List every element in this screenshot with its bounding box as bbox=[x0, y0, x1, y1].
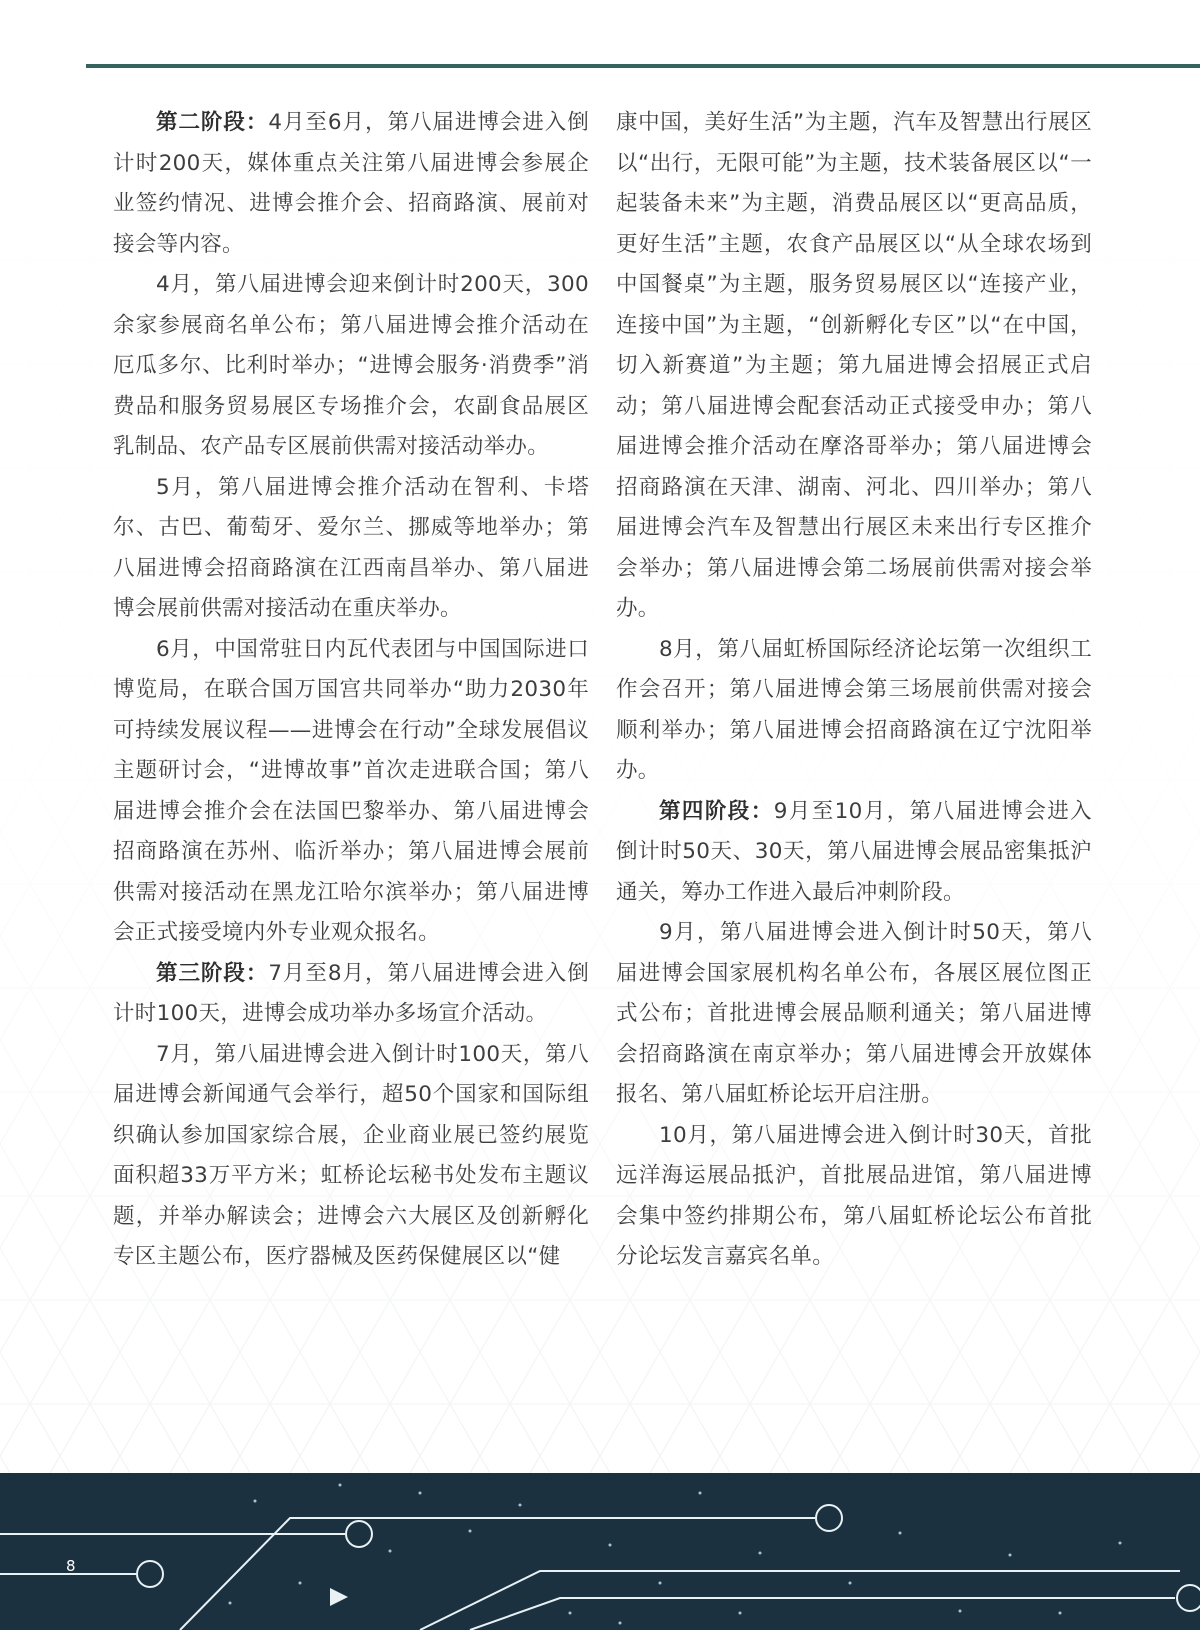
stage-three-label: 第三阶段： bbox=[156, 960, 269, 986]
footer-band bbox=[0, 1473, 1200, 1630]
stage-three-text: 7月至8月，第八届进博会进入倒计时100天，进博会成功举办多场宣介活动。 bbox=[113, 960, 589, 1026]
paragraph-august: 8月，第八届虹桥国际经济论坛第一次组织工作会召开；第八届进博会第三场展前供需对接会顺利举办；第八届进博会招商路演在辽宁沈阳举办。 bbox=[616, 636, 1092, 783]
paragraph-stage-three bbox=[113, 954, 589, 1035]
top-divider-line bbox=[86, 64, 1200, 68]
left-text-column bbox=[113, 103, 589, 1278]
page-number: 8 bbox=[66, 1557, 76, 1575]
stage-two-text: 4月至6月，第八届进博会进入倒计时200天，媒体重点关注第八届进博会参展企业签约情况、进博会推介会、招商路演、展前对接会等内容。 bbox=[113, 110, 589, 257]
paragraph-september: 9月，第八届进博会进入倒计时50天，第八届进博会国家展机构名单公布，各展区展位图正式公布；首批进博会展品顺利通关；第八届进博会招商路演在南京举办；第八届进博会开放媒体报名、第八届虹桥论坛开启注册。 bbox=[616, 920, 1092, 1107]
paragraph-july: 7月，第八届进博会进入倒计时100天，第八届进博会新闻通气会举行，超50个国家和国际组织确认参加国家综合展，企业商业展已签约展览面积超33万平方米；虹桥论坛秘书处发布主题议题，并举办解读会；进博会六大展区及创新孵化专区主题公布，医疗器械及医药保健展区以“健 bbox=[113, 1041, 589, 1269]
paragraph-june: 6月，中国常驻日内瓦代表团与中国国际进口博览局，在联合国万国宫共同举办“助力2030年可持续发展议程——进博会在行动”全球发展倡议主题研讨会，“进博故事”首次走进联合国；第八届进博会推介会在法国巴黎举办、第八届进博会招商路演在苏州、临沂举办；第八届进博会展前供需对接活动在黑龙江哈尔滨举办；第八届进博会正式接受境内外专业观众报名。 bbox=[113, 636, 589, 945]
circuit-lines-decoration bbox=[0, 1473, 1200, 1630]
paragraph-stage-four bbox=[616, 792, 1092, 914]
stage-four-text: 9月至10月，第八届进博会进入倒计时50天、30天，第八届进博会展品密集抵沪通关，筹办工作进入最后冲刺阶段。 bbox=[616, 798, 1092, 905]
stage-four-label: 第四阶段： bbox=[659, 798, 774, 824]
paragraph-stage-two bbox=[113, 103, 589, 265]
paragraph-july-continued: 康中国，美好生活”为主题，汽车及智慧出行展区以“出行，无限可能”为主题，技术装备展区以“一起装备未来”为主题，消费品展区以“更高品质，更好生活”主题，农食产品展区以“从全球农场到中国餐桌”为主题，服务贸易展区以“连接产业，连接中国”为主题，“创新孵化专区”以“在中国，切入新赛道”为主题；第九届进博会招展正式启动；第八届进博会配套活动正式接受申办；第八届进博会推介活动在摩洛哥举办；第八届进博会招商路演在天津、湖南、河北、四川举办；第八届进博会汽车及智慧出行展区未来出行专区推介会举办；第八届进博会第二场展前供需对接会举办。 bbox=[616, 110, 1092, 621]
right-text-column bbox=[616, 103, 1092, 1278]
stage-two-label: 第二阶段： bbox=[156, 110, 269, 135]
paragraph-october: 10月，第八届进博会进入倒计时30天，首批远洋海运展品抵沪，首批展品进馆，第八届进博会集中签约排期公布，第八届虹桥论坛公布首批分论坛发言嘉宾名单。 bbox=[616, 1122, 1092, 1269]
paragraph-april: 4月，第八届进博会迎来倒计时200天，300余家参展商名单公布；第八届进博会推介活动在厄瓜多尔、比利时举办；“进博会服务·消费季”消费品和服务贸易展区专场推介会，农副食品展区乳制品、农产品专区展前供需对接活动举办。 bbox=[113, 272, 589, 459]
paragraph-may: 5月，第八届进博会推介活动在智利、卡塔尔、古巴、葡萄牙、爱尔兰、挪威等地举办；第八届进博会招商路演在江西南昌举办、第八届进博会展前供需对接活动在重庆举办。 bbox=[113, 474, 589, 621]
